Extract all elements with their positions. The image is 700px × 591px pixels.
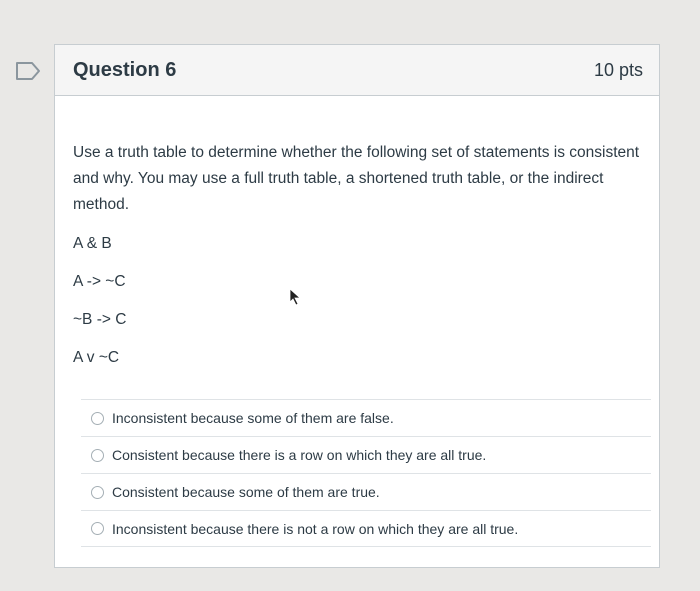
statement-list <box>73 232 645 384</box>
statement: A & B <box>73 235 112 252</box>
bookmark-icon[interactable] <box>14 60 42 82</box>
answer-option[interactable] <box>81 436 651 473</box>
answer-label: Consistent because there is a row on which they are all true. <box>112 447 487 463</box>
mouse-cursor-icon <box>288 288 302 306</box>
answer-option[interactable] <box>81 473 651 510</box>
question-body <box>55 96 659 384</box>
answer-label: Inconsistent because there is not a row on which they are all true. <box>112 520 519 537</box>
question-card <box>54 44 660 568</box>
question-prompt: Use a truth table to determine whether the following set of statements is consistent and why. You may use a full truth table, a shortened truth table, or the indirect method. <box>73 144 640 213</box>
question-points: 10 pts <box>593 59 643 80</box>
answer-option[interactable] <box>81 510 651 547</box>
answer-list <box>81 399 651 547</box>
statement: ~B -> C <box>73 311 127 328</box>
answer-option[interactable] <box>81 399 651 436</box>
question-header <box>55 45 659 96</box>
radio-button[interactable] <box>91 486 104 499</box>
answer-label: Inconsistent because some of them are false. <box>112 410 394 426</box>
answer-label: Consistent because some of them are true. <box>112 484 380 500</box>
radio-button[interactable] <box>91 412 104 425</box>
radio-button[interactable] <box>91 522 104 535</box>
question-title: Question 6 <box>73 58 177 81</box>
statement: A -> ~C <box>73 273 126 290</box>
radio-button[interactable] <box>91 449 104 462</box>
statement: A v ~C <box>73 349 120 366</box>
